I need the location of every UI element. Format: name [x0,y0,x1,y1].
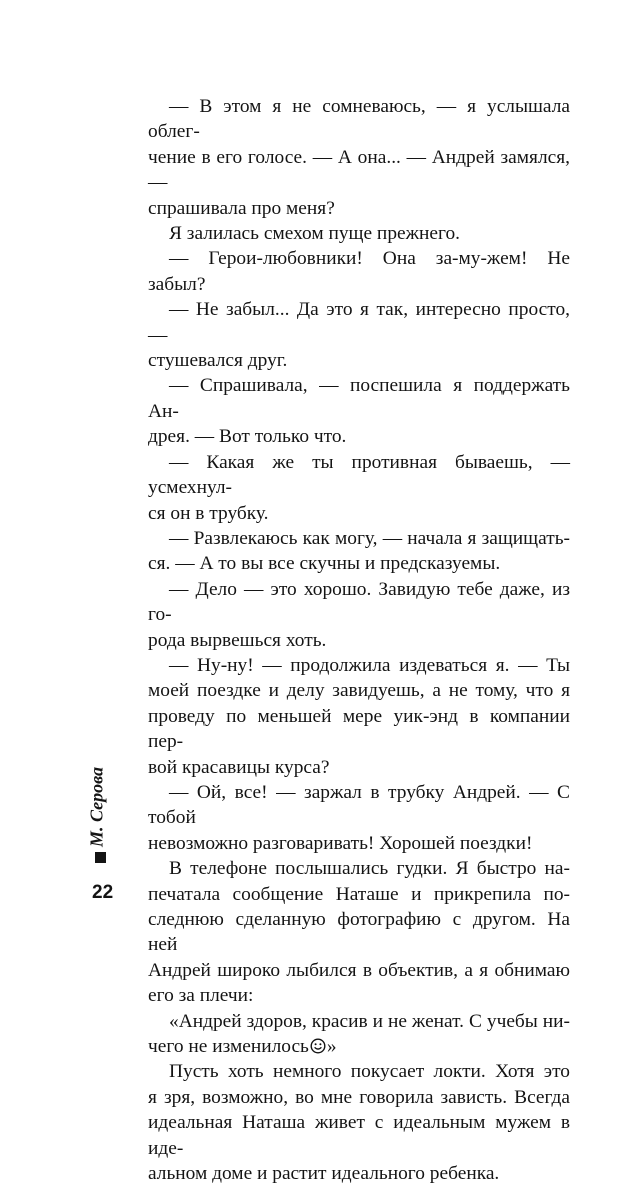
text-line: ся он в трубку. [148,502,269,524]
text-line: печатала сообщение Наташе и прикрепила по- [148,883,570,905]
text-line: идеальная Наташа живет с идеальным мужем в иде- [148,1112,570,1159]
text-line: — Герои-любовники! Она за-му-жем! Не забыл? [148,248,570,295]
square-marker-icon [95,852,106,863]
text-line: — Не забыл... Да это я так, интересно просто, — [148,299,570,346]
text-line: рода вырвешься хоть. [148,629,327,651]
paragraph [148,653,570,780]
text-line: невозможно разговаривать! Хорошей поездки! [148,832,533,854]
text-line: я зря, возможно, во мне говорила зависть. Всегда [148,1086,570,1108]
running-head [86,766,108,848]
text-segment: » [326,1036,337,1058]
text-line: следнюю сделанную фотографию с другом. На ней [148,909,570,956]
text-line: — Развлекаюсь как могу, — начала я защищать- [169,527,570,549]
paragraph [148,526,570,577]
body-text [148,94,570,1186]
text-line: — Дело — это хорошо. Завидую тебе даже, из го- [148,578,570,626]
text-segment: чего не изменилось [148,1036,309,1058]
paragraph [148,221,570,246]
text-line: его за плечи: [148,985,254,1007]
text-line: ся. — А то вы все скучны и предсказуемы. [148,553,501,575]
paragraph [148,577,570,653]
text-line: Я залилась смехом пуще прежнего. [169,223,461,245]
text-line: спрашивала про меня? [148,197,335,219]
paragraph [148,94,570,221]
paragraph [148,297,570,373]
text-line: — Ой, все! — заржал в трубку Андрей. — С тобой [148,781,570,829]
page-number: 22 [92,882,114,903]
text-line: проведу по меньшей мере уик-энд в компании пер- [148,705,570,753]
text-line: дрея. — Вот только что. [148,426,347,448]
text-line: чение в его голосе. — А она... — Андрей замялся, — [148,146,570,194]
text-line: альном доме и растит идеального ребенка. [148,1163,500,1185]
text-line: Андрей широко лыбился в объектив, а я обнимаю [148,959,570,981]
paragraph [148,856,570,1008]
text-line [148,1034,570,1059]
text-line: — В этом я не сомневаюсь, — я услышала облег- [148,96,570,143]
text-line: — Спрашивала, — поспешила я поддержать Ан- [148,375,570,422]
text-line: стушевался друг. [148,350,288,372]
author-name: М. Серова [86,766,107,848]
smiley-face-icon [310,1038,326,1054]
paragraph [148,373,570,449]
paragraph [148,1009,570,1060]
text-line: — Ну-ну! — продолжила издеваться я. — Ты [169,654,570,676]
text-line: вой красавицы курса? [148,756,330,778]
paragraph [148,450,570,526]
text-line: моей поездке и делу завидуешь, а не тому, что я [148,680,570,702]
text-line: «Андрей здоров, красив и не женат. С учебы ни- [169,1010,570,1032]
text-line: В телефоне послышались гудки. Я быстро на- [169,858,570,880]
text-line: Пусть хоть немного покусает локти. Хотя это [169,1061,570,1083]
paragraph [148,780,570,856]
text-line: — Какая же ты противная бываешь, — усмехнул- [148,451,570,499]
paragraph [148,246,570,297]
paragraph [148,1059,570,1186]
